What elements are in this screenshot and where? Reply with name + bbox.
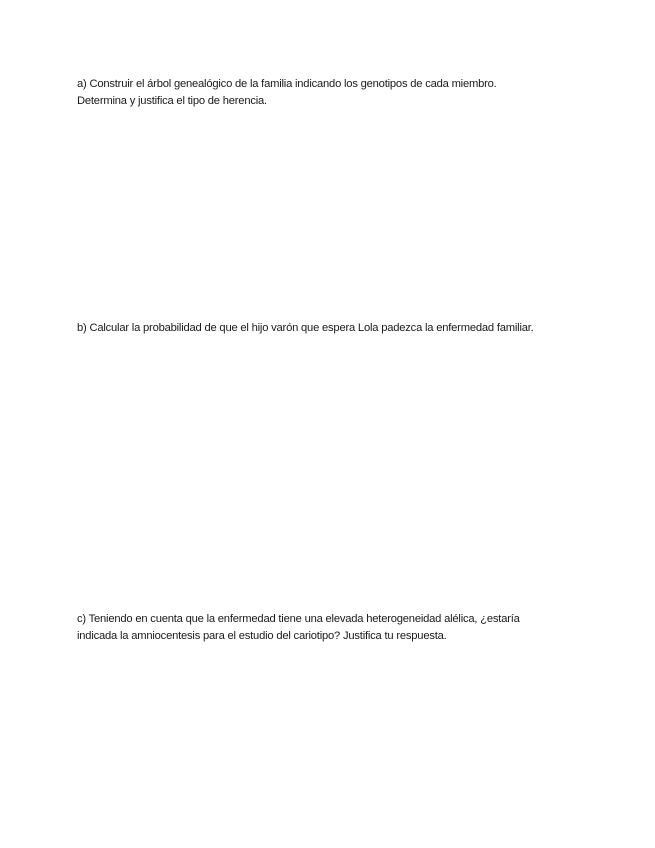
question-a-line-2: Determina y justifica el tipo de herencia. xyxy=(77,95,267,107)
question-b-line-1: b) Calcular la probabilidad de que el hijo varón que espera Lola padezca la enfermedad familiar. xyxy=(77,322,534,334)
question-b xyxy=(77,320,597,337)
question-a-line-1: a) Construir el árbol genealógico de la familia indicando los genotipos de cada miembro. xyxy=(77,78,497,90)
question-c xyxy=(77,611,597,645)
question-c-line-2: indicada la amniocentesis para el estudio del cariotipo? Justifica tu respuesta. xyxy=(77,630,447,642)
question-c-line-1: c) Teniendo en cuenta que la enfermedad tiene una elevada heterogeneidad alélica, ¿estaría xyxy=(77,613,520,625)
question-a xyxy=(77,76,597,110)
